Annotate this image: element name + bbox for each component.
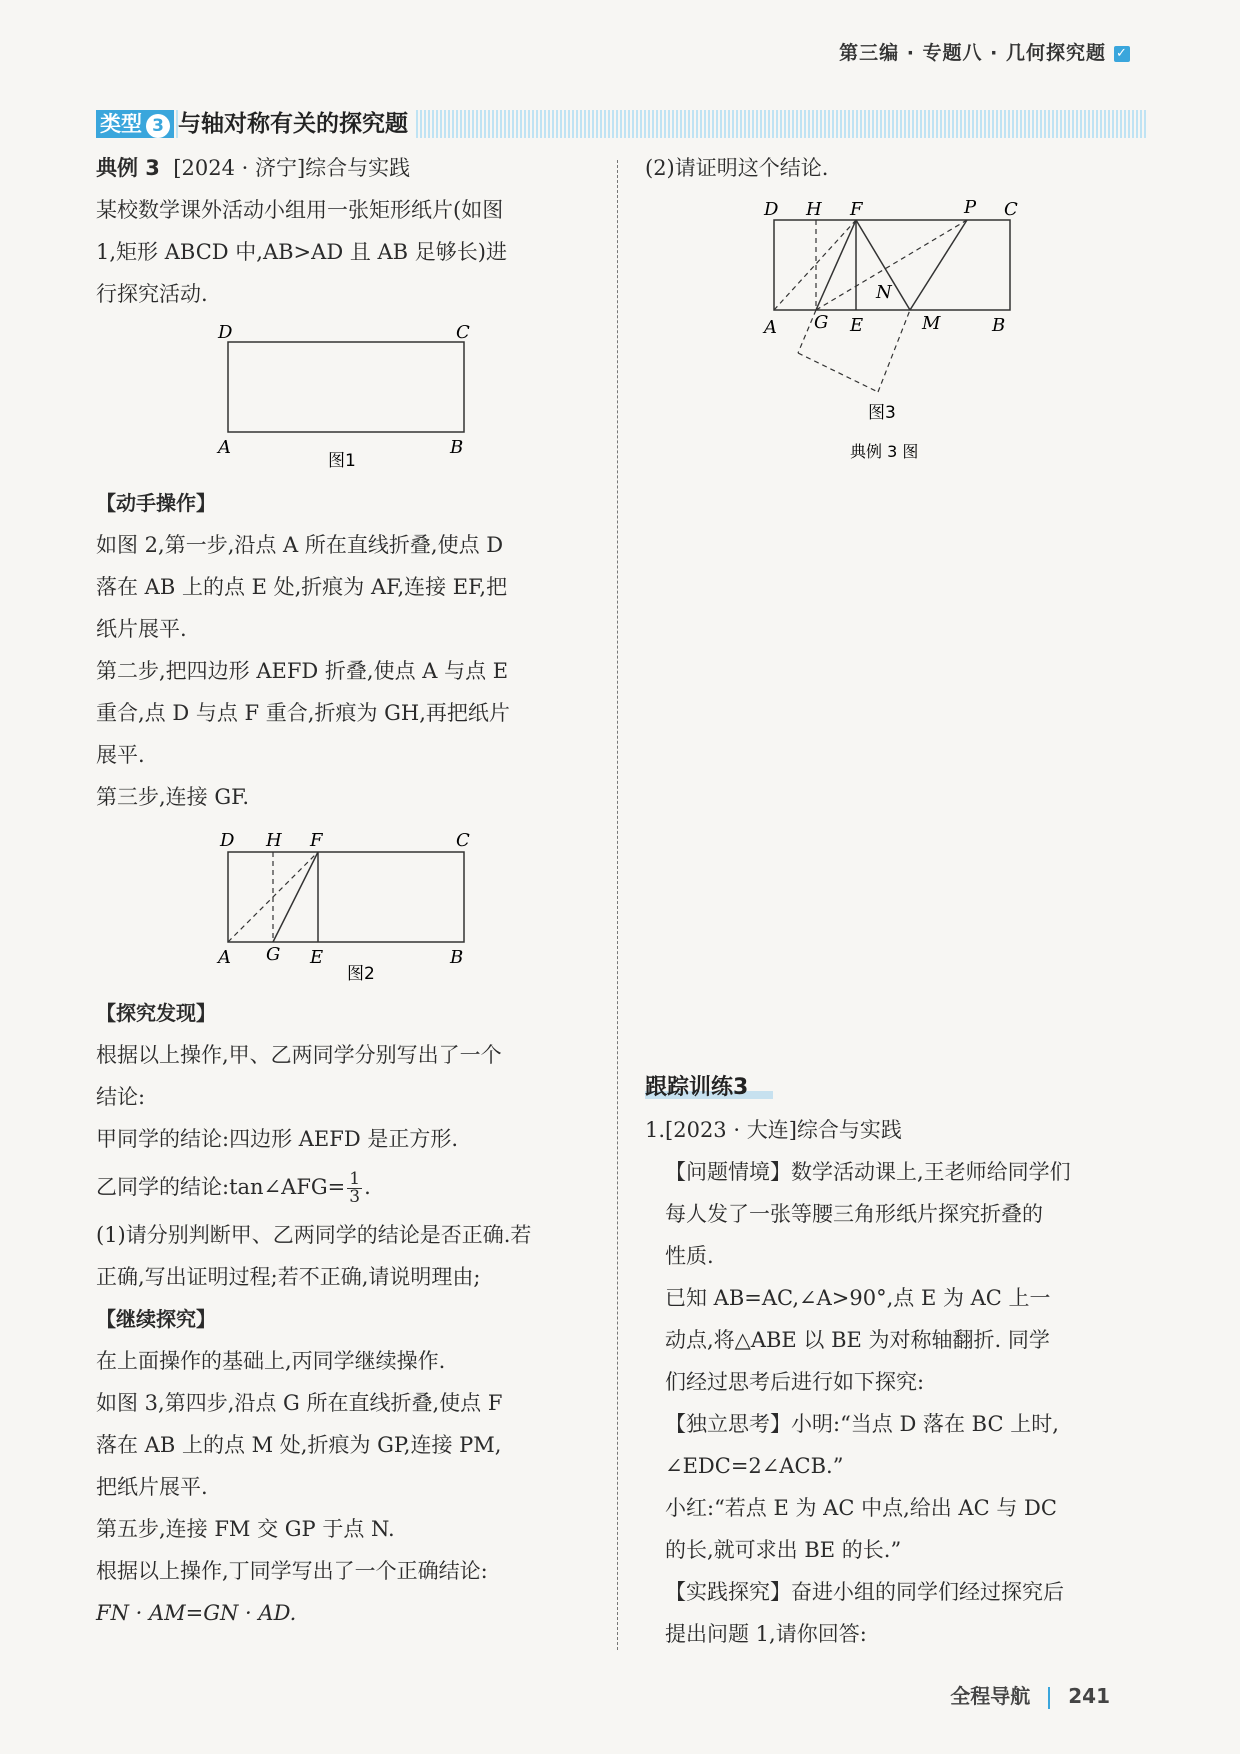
track-heading: 跟踪训练3: [645, 1070, 773, 1099]
p1-line-10: 的长,就可求出 BE 的长.”: [665, 1538, 902, 1562]
column-divider: [617, 160, 618, 1650]
type-number: 3: [146, 114, 170, 138]
fig1-label-C: C: [456, 322, 470, 343]
fig2-label-G: G: [266, 944, 281, 965]
p1-line-2: 每人发了一张等腰三角形纸片探究折叠的: [665, 1202, 1043, 1226]
intro-line-2: 1,矩形 ABCD 中,AB>AD 且 AB 足够长)进: [96, 240, 507, 264]
fig3-label-P: P: [964, 197, 977, 218]
p1-line-1: 【问题情境】数学活动课上,王老师给同学们: [665, 1160, 1071, 1184]
p1-line-7: 【独立思考】小明:“当点 D 落在 BC 上时,: [665, 1412, 1059, 1436]
fig3-label-M: M: [922, 313, 941, 334]
fig2-label-H: H: [266, 830, 282, 851]
left-column: [96, 147, 601, 315]
fig2-label-F: F: [310, 830, 323, 851]
fig2-label-A: A: [218, 947, 231, 968]
fig1-label-B: B: [450, 437, 464, 458]
right-column-2: [645, 1109, 1155, 1655]
type-label: 类型 3: [96, 110, 174, 138]
cont-line-7: FN · AM=GN · AD.: [96, 1601, 297, 1625]
cont-line-2: 如图 3,第四步,沿点 G 所在直线折叠,使点 F: [96, 1391, 503, 1415]
fig3-sub-caption: 典例 3 图: [850, 442, 919, 461]
figure-1: [210, 320, 490, 470]
example-heading: [96, 147, 601, 189]
p1-body: [645, 1151, 1155, 1655]
left-column-2: [96, 482, 601, 818]
page-number: 241: [1068, 1684, 1110, 1708]
fig3-caption: 图3: [868, 403, 896, 423]
discover-line-1: 根据以上操作,甲、乙两同学分别写出了一个: [96, 1043, 502, 1067]
yi-conclusion: 乙同学的结论:tan∠AFG= $\frac{1}{3}$ .: [96, 1169, 371, 1207]
intro-line-1: 某校数学课外活动小组用一张矩形纸片(如图: [96, 198, 504, 222]
q2-line: (2)请证明这个结论.: [645, 156, 829, 180]
fig3-label-F: F: [850, 199, 863, 220]
footer-divider: [1048, 1687, 1050, 1709]
fig3-label-E: E: [850, 315, 864, 336]
q1-line-1: (1)请分别判断甲、乙两同学的结论是否正确.若: [96, 1223, 532, 1247]
fig2-label-E: E: [310, 947, 324, 968]
check-icon: ✓: [1114, 46, 1130, 62]
intro-line-3: 行探究活动.: [96, 282, 208, 306]
p1-line-5: 动点,将△ABE 以 BE 为对称轴翻折. 同学: [665, 1328, 1050, 1352]
step1-line-1: 如图 2,第一步,沿点 A 所在直线折叠,使点 D: [96, 533, 504, 557]
running-header-text: 第三编 · 专题八 · 几何探究题: [839, 42, 1106, 64]
fig3-label-H: H: [806, 199, 822, 220]
p1-line-9: 小红:“若点 E 为 AC 中点,给出 AC 与 DC: [665, 1496, 1057, 1520]
page-footer: [950, 1680, 1110, 1709]
fig3-label-C: C: [1004, 199, 1018, 220]
type-title: 与轴对称有关的探究题: [178, 110, 414, 138]
p1-line-11: 【实践探究】奋进小组的同学们经过探究后: [665, 1580, 1064, 1604]
example-source: [2024 · 济宁]综合与实践: [173, 156, 411, 180]
discover-line-2: 结论:: [96, 1085, 146, 1109]
section-continue: 【继续探究】: [96, 1307, 216, 1331]
figure-3: [760, 195, 1040, 465]
step1-line-3: 纸片展平.: [96, 617, 187, 641]
q1-line-2: 正确,写出证明过程;若不正确,请说明理由;: [96, 1265, 481, 1289]
type-heading-bar: [96, 110, 1148, 138]
fig3-label-N: N: [876, 282, 892, 303]
fig2-caption: 图2: [347, 964, 375, 984]
p1-line-6: 们经过思考后进行如下探究:: [665, 1370, 925, 1394]
fig3-label-G: G: [814, 312, 829, 333]
p1-head: 1.[2023 · 大连]综合与实践: [645, 1118, 902, 1142]
p1-line-4: 已知 AB=AC,∠A>90°,点 E 为 AC 上一: [665, 1286, 1051, 1310]
fig2-label-D: D: [220, 830, 235, 851]
fig3-label-A: A: [764, 317, 777, 338]
p1-line-3: 性质.: [665, 1244, 714, 1268]
fig3-label-B: B: [992, 315, 1006, 336]
cont-line-5: 第五步,连接 FM 交 GP 于点 N.: [96, 1517, 395, 1541]
right-column: [645, 147, 1155, 189]
cont-line-6: 根据以上操作,丁同学写出了一个正确结论:: [96, 1559, 488, 1583]
fig1-label-D: D: [218, 322, 233, 343]
fig2-label-C: C: [456, 830, 470, 851]
cont-line-1: 在上面操作的基础上,丙同学继续操作.: [96, 1349, 446, 1373]
section-hands-on: 【动手操作】: [96, 491, 216, 515]
step3-line: 第三步,连接 GF.: [96, 785, 250, 809]
jia-conclusion: 甲同学的结论:四边形 AEFD 是正方形.: [96, 1127, 459, 1151]
footer-text: 全程导航: [950, 1684, 1031, 1708]
figure-2: [210, 828, 490, 988]
section-discover: 【探究发现】: [96, 1001, 216, 1025]
step2-line-3: 展平.: [96, 743, 145, 767]
fig2-label-B: B: [450, 947, 464, 968]
example-label: 典例 3: [96, 156, 160, 180]
fig1-caption: 图1: [328, 451, 356, 470]
left-column-3: [96, 992, 601, 1634]
step1-line-2: 落在 AB 上的点 E 处,折痕为 AF,连接 EF,把: [96, 575, 508, 599]
cont-line-4: 把纸片展平.: [96, 1475, 208, 1499]
p1-line-8: ∠EDC=2∠ACB.”: [665, 1454, 844, 1478]
fig1-label-A: A: [218, 437, 231, 458]
fig3-label-D: D: [764, 199, 779, 220]
running-header: [839, 38, 1130, 65]
step2-line-2: 重合,点 D 与点 F 重合,折痕为 GH,再把纸片: [96, 701, 510, 725]
step2-line-1: 第二步,把四边形 AEFD 折叠,使点 A 与点 E: [96, 659, 509, 683]
cont-line-3: 落在 AB 上的点 M 处,折痕为 GP,连接 PM,: [96, 1433, 502, 1457]
p1-line-12: 提出问题 1,请你回答:: [665, 1622, 867, 1646]
yi-fraction: $\frac{1}{3}$: [349, 1169, 361, 1207]
